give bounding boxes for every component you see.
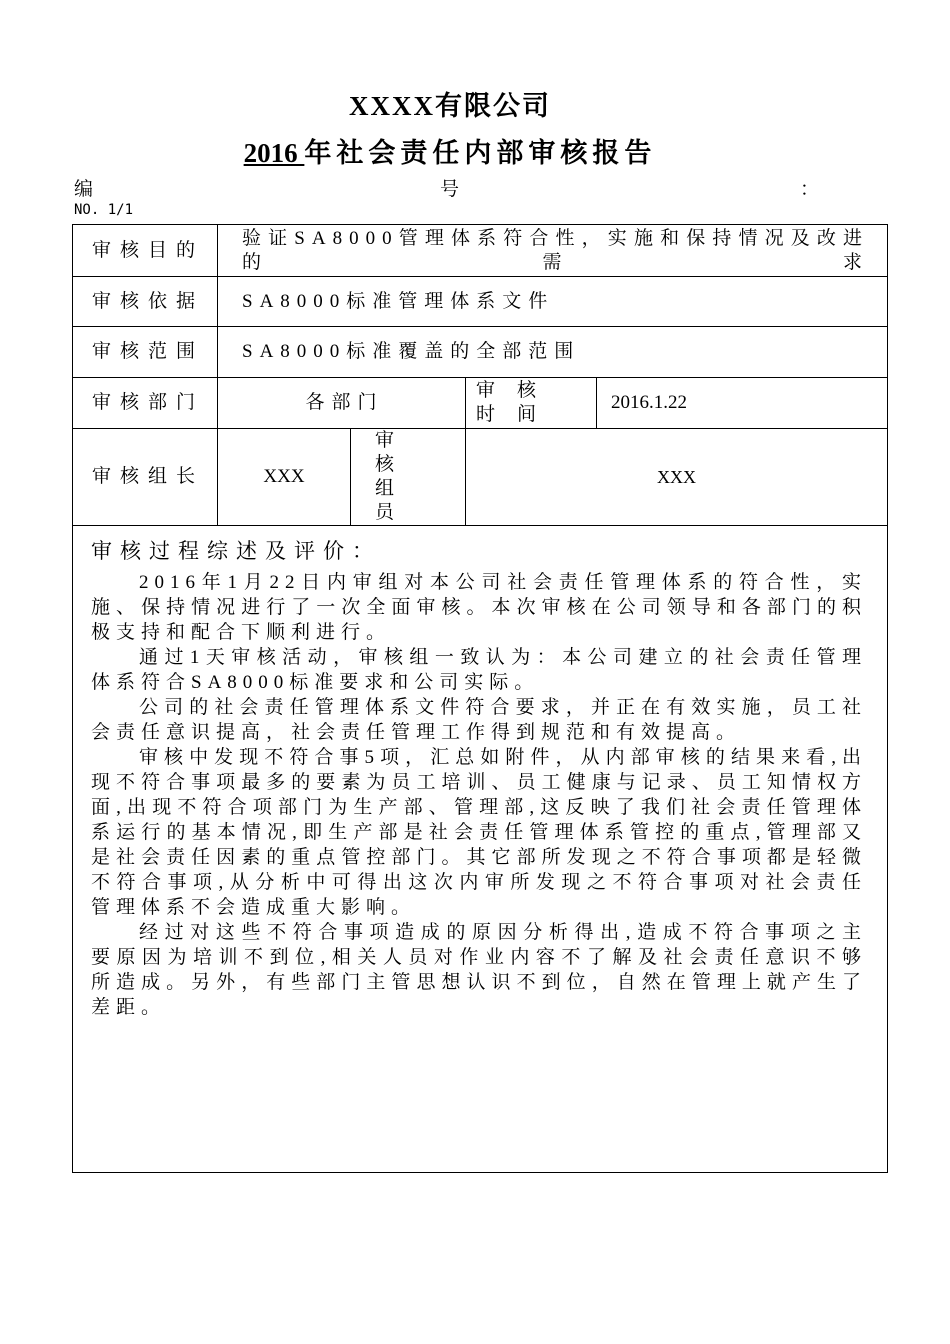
purpose-label: 审核目的 <box>73 225 218 277</box>
summary-paragraph-1: 2016年1月22日内审组对本公司社会责任管理体系的符合性，实施、保持情况进行了一次全面审核。本次审核在公司领导和各部门的积极支持和配合下顺利进行。 <box>91 572 868 643</box>
members-label: 审核组员 <box>351 429 466 526</box>
docno-label-3: ： <box>800 179 820 200</box>
leader-label: 审核组长 <box>73 429 218 526</box>
scope-label: 审核范围 <box>73 327 218 378</box>
scope-value: SA8000标准覆盖的全部范围 <box>218 327 888 378</box>
summary-paragraph-2: 通过1天审核活动，审核组一致认为：本公司建立的社会责任管理体系符合SA8000标准要求和公司实际。 <box>91 647 868 693</box>
dept-value: 各部门 <box>218 378 466 429</box>
row-dept-time <box>73 378 888 429</box>
document-number-row <box>74 174 820 200</box>
summary-heading: 审核过程综述及评价： <box>91 539 381 563</box>
row-leader-members <box>73 429 888 526</box>
row-scope <box>73 327 888 378</box>
purpose-value: 验证SA8000管理体系符合性，实施和保持情况及改进的需求 <box>218 225 888 277</box>
document-number-value: NO. 1/1 <box>74 202 134 218</box>
company-name: XXXX有限公司 <box>349 91 551 121</box>
summary-paragraph-4: 审核中发现不符合事5项，汇总如附件，从内部审核的结果来看,出现不符合事项最多的要素为员工培训、员工健康与记录、员工知情权方面,出现不符合项部门为生产部、管理部,这反映了我们社会责任管理体系运行的基本情况,即生产部是社会责任管理体系管控的重点,管理部又是社会责任因素的重点管控部门。其它部所发现之不符合事项都是轻微不符合事项,从分析中可得出这次内审所发现之不符合事项对社会责任管理体系不会造成重大影响。 <box>91 747 868 918</box>
basis-label: 审核依据 <box>73 277 218 327</box>
summary-paragraph-3: 公司的社会责任管理体系文件符合要求，并正在有效实施，员工社会责任意识提高，社会责任管理工作得到规范和有效提高。 <box>91 697 868 743</box>
dept-label: 审核部门 <box>73 378 218 429</box>
docno-label-2: 号 <box>440 179 460 200</box>
row-purpose <box>73 225 888 277</box>
row-basis <box>73 277 888 327</box>
report-title <box>0 131 900 170</box>
docno-label-1: 编 <box>74 179 94 200</box>
summary-paragraph-5: 经过对这些不符合事项造成的原因分析得出,造成不符合事项之主要原因为培训不到位,相关人员对作业内容不了解及社会责任意识不够所造成。另外，有些部门主管思想认识不到位，自然在管理上就产生了差距。 <box>91 922 868 1018</box>
time-value: 2016.1.22 <box>597 378 888 429</box>
report-title-year: 2016 <box>243 138 305 168</box>
row-summary <box>73 526 888 1173</box>
leader-value: XXX <box>218 429 351 526</box>
summary-cell <box>73 526 888 1173</box>
basis-value: SA8000标准管理体系文件 <box>218 277 888 327</box>
members-value: XXX <box>466 429 888 526</box>
time-label: 审核时间 <box>466 378 597 429</box>
audit-report-table <box>72 224 888 1173</box>
report-title-text: 年社会责任内部审核报告 <box>304 138 657 168</box>
